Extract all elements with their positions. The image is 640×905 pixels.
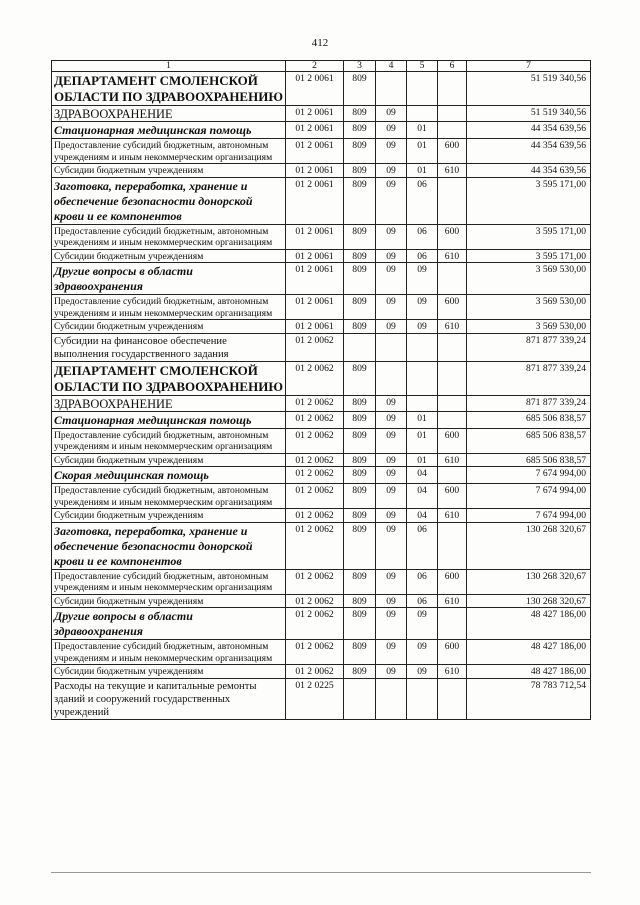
subsection-code-cell: 01 xyxy=(407,164,438,178)
table-row xyxy=(52,224,591,249)
target-code-cell: 01 2 0062 xyxy=(286,361,344,395)
ministry-code-cell: 809 xyxy=(344,320,376,334)
row-name-cell: Другие вопросы в области здравоохранения xyxy=(52,608,286,640)
target-code-cell: 01 2 0062 xyxy=(286,453,344,467)
ministry-code-cell: 809 xyxy=(344,263,376,295)
subsection-code-cell xyxy=(407,333,438,361)
ministry-code-cell: 809 xyxy=(344,569,376,594)
table-row xyxy=(52,484,591,509)
row-name-cell: ДЕПАРТАМЕНТ СМОЛЕНСКОЙ ОБЛАСТИ ПО ЗДРАВООХРАНЕНИЮ xyxy=(52,361,286,395)
table-row xyxy=(52,453,591,467)
amount-cell: 3 569 530,00 xyxy=(467,320,591,334)
section-code-cell: 09 xyxy=(376,484,407,509)
amount-cell: 7 674 994,00 xyxy=(467,467,591,484)
expense-type-code-cell: 610 xyxy=(438,164,467,178)
expense-type-code-cell: 600 xyxy=(438,139,467,164)
ministry-code-cell: 809 xyxy=(344,665,376,679)
amount-cell: 7 674 994,00 xyxy=(467,484,591,509)
subsection-code-cell: 04 xyxy=(407,509,438,523)
table-row xyxy=(52,509,591,523)
table-row xyxy=(52,295,591,320)
header-cell: 3 xyxy=(344,61,376,72)
table-row xyxy=(52,320,591,334)
amount-cell: 3 595 171,00 xyxy=(467,224,591,249)
amount-cell: 871 877 339,24 xyxy=(467,395,591,411)
amount-cell: 48 427 186,00 xyxy=(467,665,591,679)
ministry-code-cell: 809 xyxy=(344,249,376,263)
table-row xyxy=(52,665,591,679)
table-row xyxy=(52,428,591,453)
expense-type-code-cell: 600 xyxy=(438,484,467,509)
table-row xyxy=(52,522,591,569)
table-row xyxy=(52,569,591,594)
target-code-cell: 01 2 0061 xyxy=(286,224,344,249)
row-name-cell: Предоставление субсидий бюджетным, автономным учреждениям и иным некоммерческим организациям xyxy=(52,569,286,594)
row-name-cell: Предоставление субсидий бюджетным, автономным учреждениям и иным некоммерческим организациям xyxy=(52,295,286,320)
section-code-cell: 09 xyxy=(376,522,407,569)
row-name-cell: ДЕПАРТАМЕНТ СМОЛЕНСКОЙ ОБЛАСТИ ПО ЗДРАВООХРАНЕНИЮ xyxy=(52,72,286,106)
subsection-code-cell: 09 xyxy=(407,640,438,665)
row-name-cell: Скорая медицинская помощь xyxy=(52,467,286,484)
row-name-cell: Предоставление субсидий бюджетным, автономным учреждениям и иным некоммерческим организациям xyxy=(52,139,286,164)
section-code-cell: 09 xyxy=(376,139,407,164)
table-row xyxy=(52,678,591,719)
expense-type-code-cell: 610 xyxy=(438,509,467,523)
expense-type-code-cell xyxy=(438,122,467,139)
target-code-cell: 01 2 0062 xyxy=(286,522,344,569)
row-name-cell: Заготовка, переработка, хранение и обеспечение безопасности донорской крови и ее компонентов xyxy=(52,177,286,224)
subsection-code-cell: 06 xyxy=(407,522,438,569)
bottom-rule xyxy=(51,872,591,873)
section-code-cell: 09 xyxy=(376,122,407,139)
row-name-cell: Субсидии бюджетным учреждениям xyxy=(52,509,286,523)
target-code-cell: 01 2 0061 xyxy=(286,295,344,320)
row-name-cell: ЗДРАВООХРАНЕНИЕ xyxy=(52,395,286,411)
amount-cell: 51 519 340,56 xyxy=(467,106,591,122)
amount-cell: 48 427 186,00 xyxy=(467,608,591,640)
expense-type-code-cell xyxy=(438,395,467,411)
ministry-code-cell: 809 xyxy=(344,594,376,608)
section-code-cell: 09 xyxy=(376,569,407,594)
ministry-code-cell: 809 xyxy=(344,224,376,249)
section-code-cell xyxy=(376,678,407,719)
ministry-code-cell: 809 xyxy=(344,139,376,164)
subsection-code-cell: 01 xyxy=(407,453,438,467)
table-row xyxy=(52,72,591,106)
table-row xyxy=(52,640,591,665)
ministry-code-cell: 809 xyxy=(344,608,376,640)
expense-type-code-cell xyxy=(438,263,467,295)
ministry-code-cell: 809 xyxy=(344,122,376,139)
section-code-cell: 09 xyxy=(376,106,407,122)
section-code-cell xyxy=(376,72,407,106)
amount-cell: 130 268 320,67 xyxy=(467,594,591,608)
target-code-cell: 01 2 0061 xyxy=(286,164,344,178)
target-code-cell: 01 2 0062 xyxy=(286,640,344,665)
subsection-code-cell: 09 xyxy=(407,263,438,295)
ministry-code-cell: 809 xyxy=(344,411,376,428)
target-code-cell: 01 2 0062 xyxy=(286,594,344,608)
section-code-cell: 09 xyxy=(376,320,407,334)
ministry-code-cell: 809 xyxy=(344,106,376,122)
target-code-cell: 01 2 0062 xyxy=(286,411,344,428)
page-number: 412 xyxy=(311,37,329,49)
table-row xyxy=(52,467,591,484)
subsection-code-cell xyxy=(407,72,438,106)
subsection-code-cell: 09 xyxy=(407,608,438,640)
target-code-cell: 01 2 0061 xyxy=(286,263,344,295)
section-code-cell: 09 xyxy=(376,164,407,178)
subsection-code-cell: 01 xyxy=(407,411,438,428)
row-name-cell: Заготовка, переработка, хранение и обеспечение безопасности донорской крови и ее компонентов xyxy=(52,522,286,569)
expense-type-code-cell: 610 xyxy=(438,320,467,334)
ministry-code-cell: 809 xyxy=(344,428,376,453)
table-row xyxy=(52,608,591,640)
subsection-code-cell: 09 xyxy=(407,295,438,320)
ministry-code-cell: 809 xyxy=(344,467,376,484)
expense-type-code-cell: 600 xyxy=(438,295,467,320)
header-cell: 1 xyxy=(52,61,286,72)
ministry-code-cell: 809 xyxy=(344,177,376,224)
subsection-code-cell xyxy=(407,395,438,411)
row-name-cell: Предоставление субсидий бюджетным, автономным учреждениям и иным некоммерческим организациям xyxy=(52,484,286,509)
subsection-code-cell: 04 xyxy=(407,467,438,484)
target-code-cell: 01 2 0225 xyxy=(286,678,344,719)
target-code-cell: 01 2 0062 xyxy=(286,484,344,509)
amount-cell: 3 569 530,00 xyxy=(467,295,591,320)
subsection-code-cell: 06 xyxy=(407,594,438,608)
table-row xyxy=(52,177,591,224)
section-code-cell xyxy=(376,361,407,395)
table-row xyxy=(52,411,591,428)
amount-cell: 685 506 838,57 xyxy=(467,428,591,453)
table-row xyxy=(52,395,591,411)
amount-cell: 44 354 639,56 xyxy=(467,164,591,178)
section-code-cell: 09 xyxy=(376,608,407,640)
expense-type-code-cell xyxy=(438,177,467,224)
target-code-cell: 01 2 0061 xyxy=(286,249,344,263)
table-row xyxy=(52,263,591,295)
header-cell: 5 xyxy=(407,61,438,72)
subsection-code-cell xyxy=(407,361,438,395)
section-code-cell: 09 xyxy=(376,224,407,249)
header-row xyxy=(52,61,591,72)
header-cell: 4 xyxy=(376,61,407,72)
ministry-code-cell: 809 xyxy=(344,484,376,509)
expense-type-code-cell xyxy=(438,333,467,361)
row-name-cell: Субсидии бюджетным учреждениям xyxy=(52,594,286,608)
row-name-cell: Предоставление субсидий бюджетным, автономным учреждениям и иным некоммерческим организациям xyxy=(52,428,286,453)
amount-cell: 3 595 171,00 xyxy=(467,249,591,263)
row-name-cell: Стационарная медицинская помощь xyxy=(52,122,286,139)
row-name-cell: Субсидии бюджетным учреждениям xyxy=(52,164,286,178)
amount-cell: 3 569 530,00 xyxy=(467,263,591,295)
section-code-cell: 09 xyxy=(376,594,407,608)
subsection-code-cell: 09 xyxy=(407,665,438,679)
section-code-cell: 09 xyxy=(376,295,407,320)
budget-table xyxy=(51,60,591,720)
section-code-cell: 09 xyxy=(376,467,407,484)
header-cell: 2 xyxy=(286,61,344,72)
section-code-cell: 09 xyxy=(376,411,407,428)
target-code-cell: 01 2 0062 xyxy=(286,608,344,640)
target-code-cell: 01 2 0062 xyxy=(286,569,344,594)
header-cell: 6 xyxy=(438,61,467,72)
expense-type-code-cell: 600 xyxy=(438,569,467,594)
row-name-cell: Субсидии бюджетным учреждениям xyxy=(52,665,286,679)
expense-type-code-cell: 600 xyxy=(438,640,467,665)
subsection-code-cell: 01 xyxy=(407,139,438,164)
ministry-code-cell: 809 xyxy=(344,164,376,178)
amount-cell: 44 354 639,56 xyxy=(467,122,591,139)
row-name-cell: Другие вопросы в области здравоохранения xyxy=(52,263,286,295)
subsection-code-cell: 06 xyxy=(407,569,438,594)
amount-cell: 685 506 838,57 xyxy=(467,453,591,467)
header-cell: 7 xyxy=(467,61,591,72)
amount-cell: 130 268 320,67 xyxy=(467,522,591,569)
amount-cell: 7 674 994,00 xyxy=(467,509,591,523)
amount-cell: 3 595 171,00 xyxy=(467,177,591,224)
table-row xyxy=(52,106,591,122)
expense-type-code-cell: 610 xyxy=(438,249,467,263)
row-name-cell: ЗДРАВООХРАНЕНИЕ xyxy=(52,106,286,122)
expense-type-code-cell: 610 xyxy=(438,453,467,467)
section-code-cell: 09 xyxy=(376,509,407,523)
expense-type-code-cell: 600 xyxy=(438,224,467,249)
ministry-code-cell: 809 xyxy=(344,522,376,569)
table-body xyxy=(52,72,591,720)
subsection-code-cell: 06 xyxy=(407,177,438,224)
amount-cell: 78 783 712,54 xyxy=(467,678,591,719)
subsection-code-cell: 01 xyxy=(407,428,438,453)
target-code-cell: 01 2 0062 xyxy=(286,395,344,411)
table-row xyxy=(52,594,591,608)
expense-type-code-cell xyxy=(438,361,467,395)
expense-type-code-cell xyxy=(438,522,467,569)
amount-cell: 871 877 339,24 xyxy=(467,333,591,361)
expense-type-code-cell: 610 xyxy=(438,665,467,679)
section-code-cell: 09 xyxy=(376,177,407,224)
expense-type-code-cell: 600 xyxy=(438,428,467,453)
ministry-code-cell xyxy=(344,678,376,719)
section-code-cell: 09 xyxy=(376,453,407,467)
expense-type-code-cell xyxy=(438,467,467,484)
expense-type-code-cell xyxy=(438,72,467,106)
section-code-cell: 09 xyxy=(376,640,407,665)
row-name-cell: Субсидии бюджетным учреждениям xyxy=(52,320,286,334)
target-code-cell: 01 2 0061 xyxy=(286,177,344,224)
target-code-cell: 01 2 0062 xyxy=(286,467,344,484)
target-code-cell: 01 2 0062 xyxy=(286,665,344,679)
subsection-code-cell xyxy=(407,678,438,719)
section-code-cell xyxy=(376,333,407,361)
target-code-cell: 01 2 0061 xyxy=(286,72,344,106)
section-code-cell: 09 xyxy=(376,263,407,295)
amount-cell: 51 519 340,56 xyxy=(467,72,591,106)
target-code-cell: 01 2 0061 xyxy=(286,320,344,334)
subsection-code-cell: 09 xyxy=(407,320,438,334)
table-row xyxy=(52,164,591,178)
expense-type-code-cell xyxy=(438,106,467,122)
target-code-cell: 01 2 0061 xyxy=(286,139,344,164)
row-name-cell: Субсидии на финансовое обеспечение выполнения государственного задания xyxy=(52,333,286,361)
target-code-cell: 01 2 0062 xyxy=(286,428,344,453)
table-row xyxy=(52,122,591,139)
table-row xyxy=(52,361,591,395)
row-name-cell: Предоставление субсидий бюджетным, автономным учреждениям и иным некоммерческим организациям xyxy=(52,224,286,249)
table-row xyxy=(52,333,591,361)
subsection-code-cell: 06 xyxy=(407,249,438,263)
subsection-code-cell: 06 xyxy=(407,224,438,249)
amount-cell: 130 268 320,67 xyxy=(467,569,591,594)
section-code-cell: 09 xyxy=(376,395,407,411)
ministry-code-cell: 809 xyxy=(344,453,376,467)
ministry-code-cell: 809 xyxy=(344,509,376,523)
subsection-code-cell: 01 xyxy=(407,122,438,139)
ministry-code-cell: 809 xyxy=(344,295,376,320)
ministry-code-cell xyxy=(344,333,376,361)
ministry-code-cell: 809 xyxy=(344,640,376,665)
row-name-cell: Расходы на текущие и капитальные ремонты зданий и сооружений государственных учреждений xyxy=(52,678,286,719)
row-name-cell: Предоставление субсидий бюджетным, автономным учреждениям и иным некоммерческим организациям xyxy=(52,640,286,665)
expense-type-code-cell: 610 xyxy=(438,594,467,608)
row-name-cell: Субсидии бюджетным учреждениям xyxy=(52,249,286,263)
row-name-cell: Субсидии бюджетным учреждениям xyxy=(52,453,286,467)
expense-type-code-cell xyxy=(438,608,467,640)
target-code-cell: 01 2 0061 xyxy=(286,106,344,122)
subsection-code-cell xyxy=(407,106,438,122)
amount-cell: 685 506 838,57 xyxy=(467,411,591,428)
ministry-code-cell: 809 xyxy=(344,72,376,106)
amount-cell: 48 427 186,00 xyxy=(467,640,591,665)
ministry-code-cell: 809 xyxy=(344,395,376,411)
target-code-cell: 01 2 0062 xyxy=(286,509,344,523)
row-name-cell: Стационарная медицинская помощь xyxy=(52,411,286,428)
target-code-cell: 01 2 0061 xyxy=(286,122,344,139)
target-code-cell: 01 2 0062 xyxy=(286,333,344,361)
expense-type-code-cell xyxy=(438,678,467,719)
section-code-cell: 09 xyxy=(376,428,407,453)
subsection-code-cell: 04 xyxy=(407,484,438,509)
table-row xyxy=(52,139,591,164)
amount-cell: 44 354 639,56 xyxy=(467,139,591,164)
section-code-cell: 09 xyxy=(376,249,407,263)
table-row xyxy=(52,249,591,263)
ministry-code-cell: 809 xyxy=(344,361,376,395)
amount-cell: 871 877 339,24 xyxy=(467,361,591,395)
section-code-cell: 09 xyxy=(376,665,407,679)
expense-type-code-cell xyxy=(438,411,467,428)
